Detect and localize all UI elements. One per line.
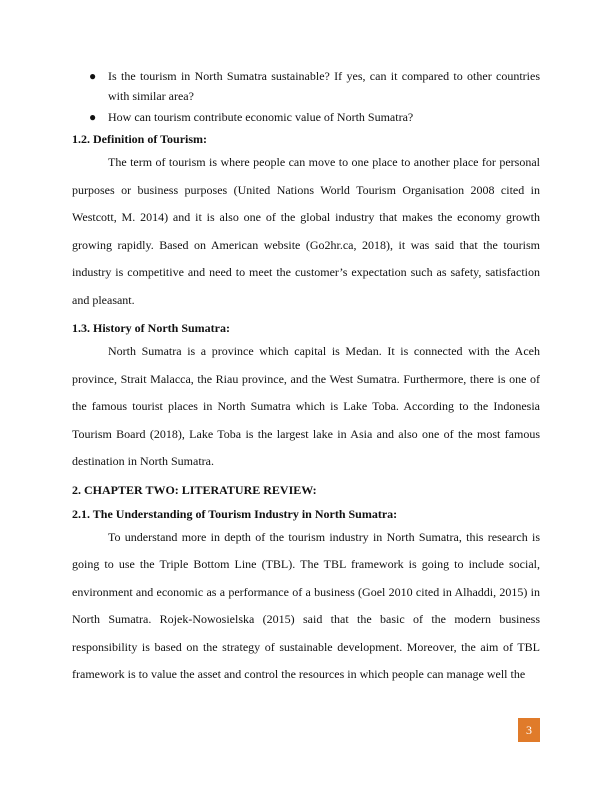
chapter-heading: 2. CHAPTER TWO: LITERATURE REVIEW: [72,482,317,497]
paragraph-history: North Sumatra is a province which capital is Medan. It is connected with the Aceh province, Strait Malacca, the Riau province, and the West Sumatra. Furthermore, there is one of the famous tourist places in North Sumatra which is Lake Toba. According to the Indonesia Tourism Board (2018), Lake Toba is the largest lake in Asia and also one of the most famous destination in North Sumatra. [72,344,540,468]
section-heading-understanding: 2.1. The Understanding of Tourism Industry in North Sumatra: [72,506,398,521]
question-list [72,66,540,127]
page-number-badge: 3 [518,718,540,742]
section-heading-history: 1.3. History of North Sumatra: [72,321,230,335]
bullet-icon: ● [89,110,97,124]
document-page [72,66,540,689]
paragraph-understanding: To understand more in depth of the tourism industry in North Sumatra, this research is going to use the Triple Bottom Line (TBL). The TBL framework is going to include social, environment and economic as a performance of a business (Goel 2010 cited in Alhaddi, 2015) in North Sumatra. Rojek-Nowosielska (2015) said that the basic of the modern business responsibility is based on the strategy of sustainable development. Moreover, the aim of TBL framework is to value the asset and control the resources in which people can manage well the [72,529,540,681]
list-item [72,66,540,106]
list-item-text: Is the tourism in North Sumatra sustainable? If yes, can it compared to other countries with similar area? [108,69,540,103]
section-heading-definition: 1.2. Definition of Tourism: [72,132,208,146]
bullet-icon: ● [89,69,97,83]
list-item [72,107,540,127]
paragraph-definition: The term of tourism is where people can move to one place to another place for personal purposes or business purposes (United Nations World Tourism Organisation 2008 cited in Westcott, M. 2014) and it is also one of the global industry that makes the economy growth growing rapidly. Based on American website (Go2hr.ca, 2018), it was said that the tourism industry is competitive and need to meet the customer’s expectation such as safety, satisfaction and pleasant. [72,155,540,307]
list-item-text: How can tourism contribute economic value of North Sumatra? [108,110,414,124]
